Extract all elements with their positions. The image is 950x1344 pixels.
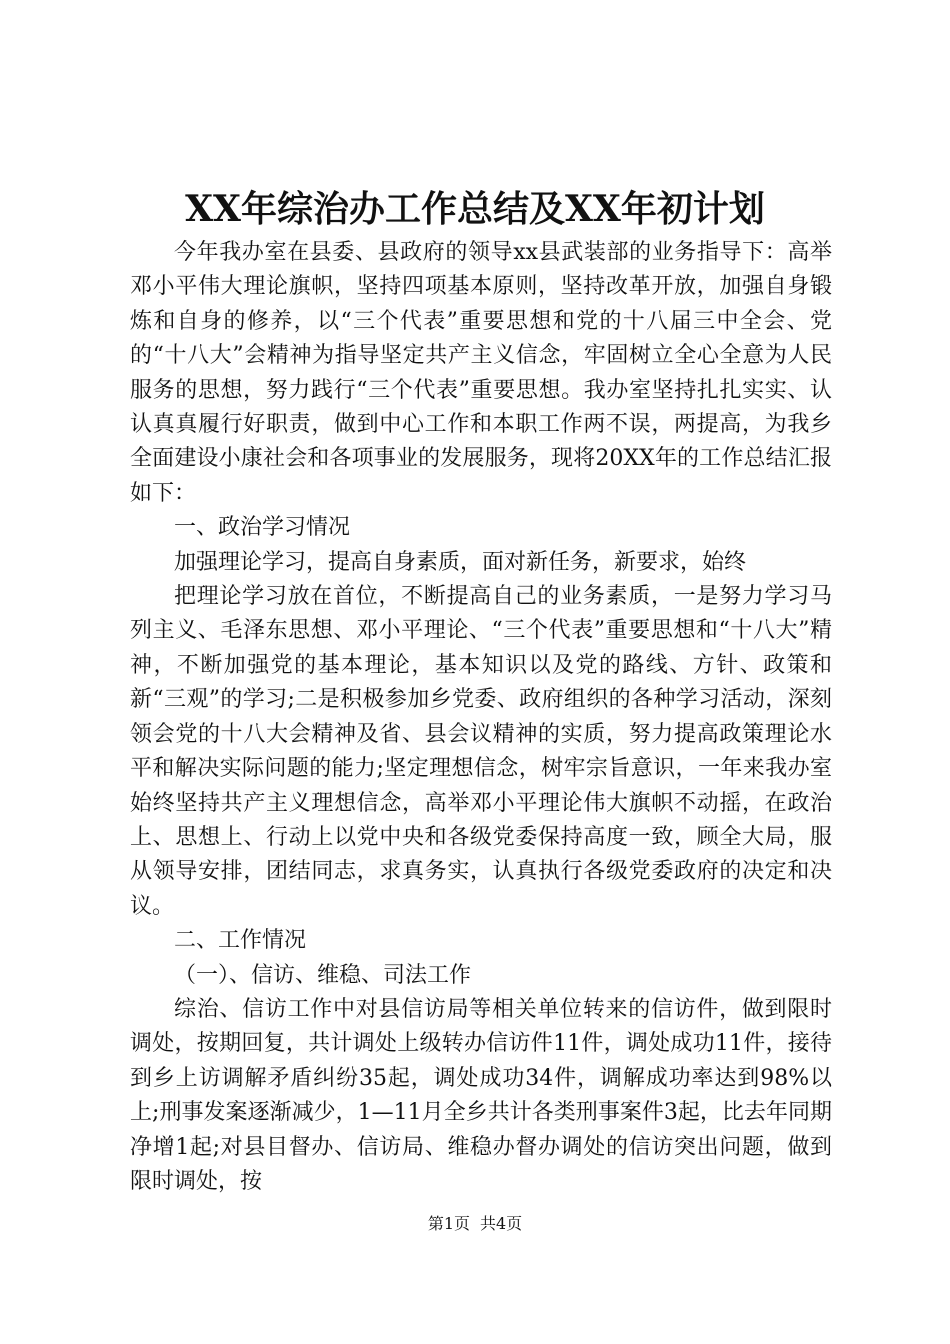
paragraph-intro: 今年我办室在县委、县政府的领导xx县武装部的业务指导下：高举邓小平伟大理论旗帜，坚持四项基本原则，坚持改革开放，加强自身锻炼和自身的修养，以“三个代表”重要思想和党的十八届三中全会、党的“十八大”会精神为指导坚定共产主义信念，牢固树立全心全意为人民服务的思想，努力践行“三个代表”重要思想。我办室坚持扎扎实实、认认真真履行好职责，做到中心工作和本职工作两不误，两提高，为我乡全面建设小康社会和各项事业的发展服务，现将20XX年的工作总结汇报如下： xyxy=(130,240,832,506)
page-total: 共4页 xyxy=(480,1214,523,1233)
heading-political-study: 一、政治学习情况 xyxy=(174,515,351,541)
page-footer xyxy=(0,1213,950,1235)
page-number: 第1页 xyxy=(427,1214,470,1233)
document-title: XX年综治办工作总结及XX年初计划 xyxy=(185,188,765,230)
paragraph-study-detail: 把理论学习放在首位，不断提高自己的业务素质，一是努力学习马列主义、毛泽东思想、邓小平理论、“三个代表”重要思想和“十八大”精神，不断加强党的基本理论，基本知识以及党的路线、方针、政策和新“三观”的学习;二是积极参加乡党委、政府组织的各种学习活动，深刻领会党的十八大会精神及省、县会议精神的实质，努力提高政策理论水平和解决实际问题的能力;坚定理想信念，树牢宗旨意识，一年来我办室始终坚持共产主义理想信念，高举邓小平理论伟大旗帜不动摇，在政治上、思想上、行动上以党中央和各级党委保持高度一致，顾全大局，服从领导安排，团结同志，求真务实，认真执行各级党委政府的决定和决议。 xyxy=(130,584,832,919)
paragraph-study-lead: 加强理论学习，提高自身素质，面对新任务，新要求，始终 xyxy=(174,549,747,575)
heading-work-situation: 二、工作情况 xyxy=(174,928,307,954)
paragraph-petition-detail: 综治、信访工作中对县信访局等相关单位转来的信访件，做到限时调处，按期回复，共计调处上级转办信访件11件，调处成功11件，接待到乡上访调解矛盾纠纷35起，调处成功34件，调解成功率达到98%以上;刑事发案逐渐减少，1—11月全乡共计各类刑事案件3起，比去年同期净增1起;对县目督办、信访局、维稳办督办调处的信访突出问题，做到限时调处，按 xyxy=(130,996,832,1194)
subheading-petition-stability-justice: （一）、信访、维稳、司法工作 xyxy=(174,962,472,988)
document-body xyxy=(130,236,832,1199)
